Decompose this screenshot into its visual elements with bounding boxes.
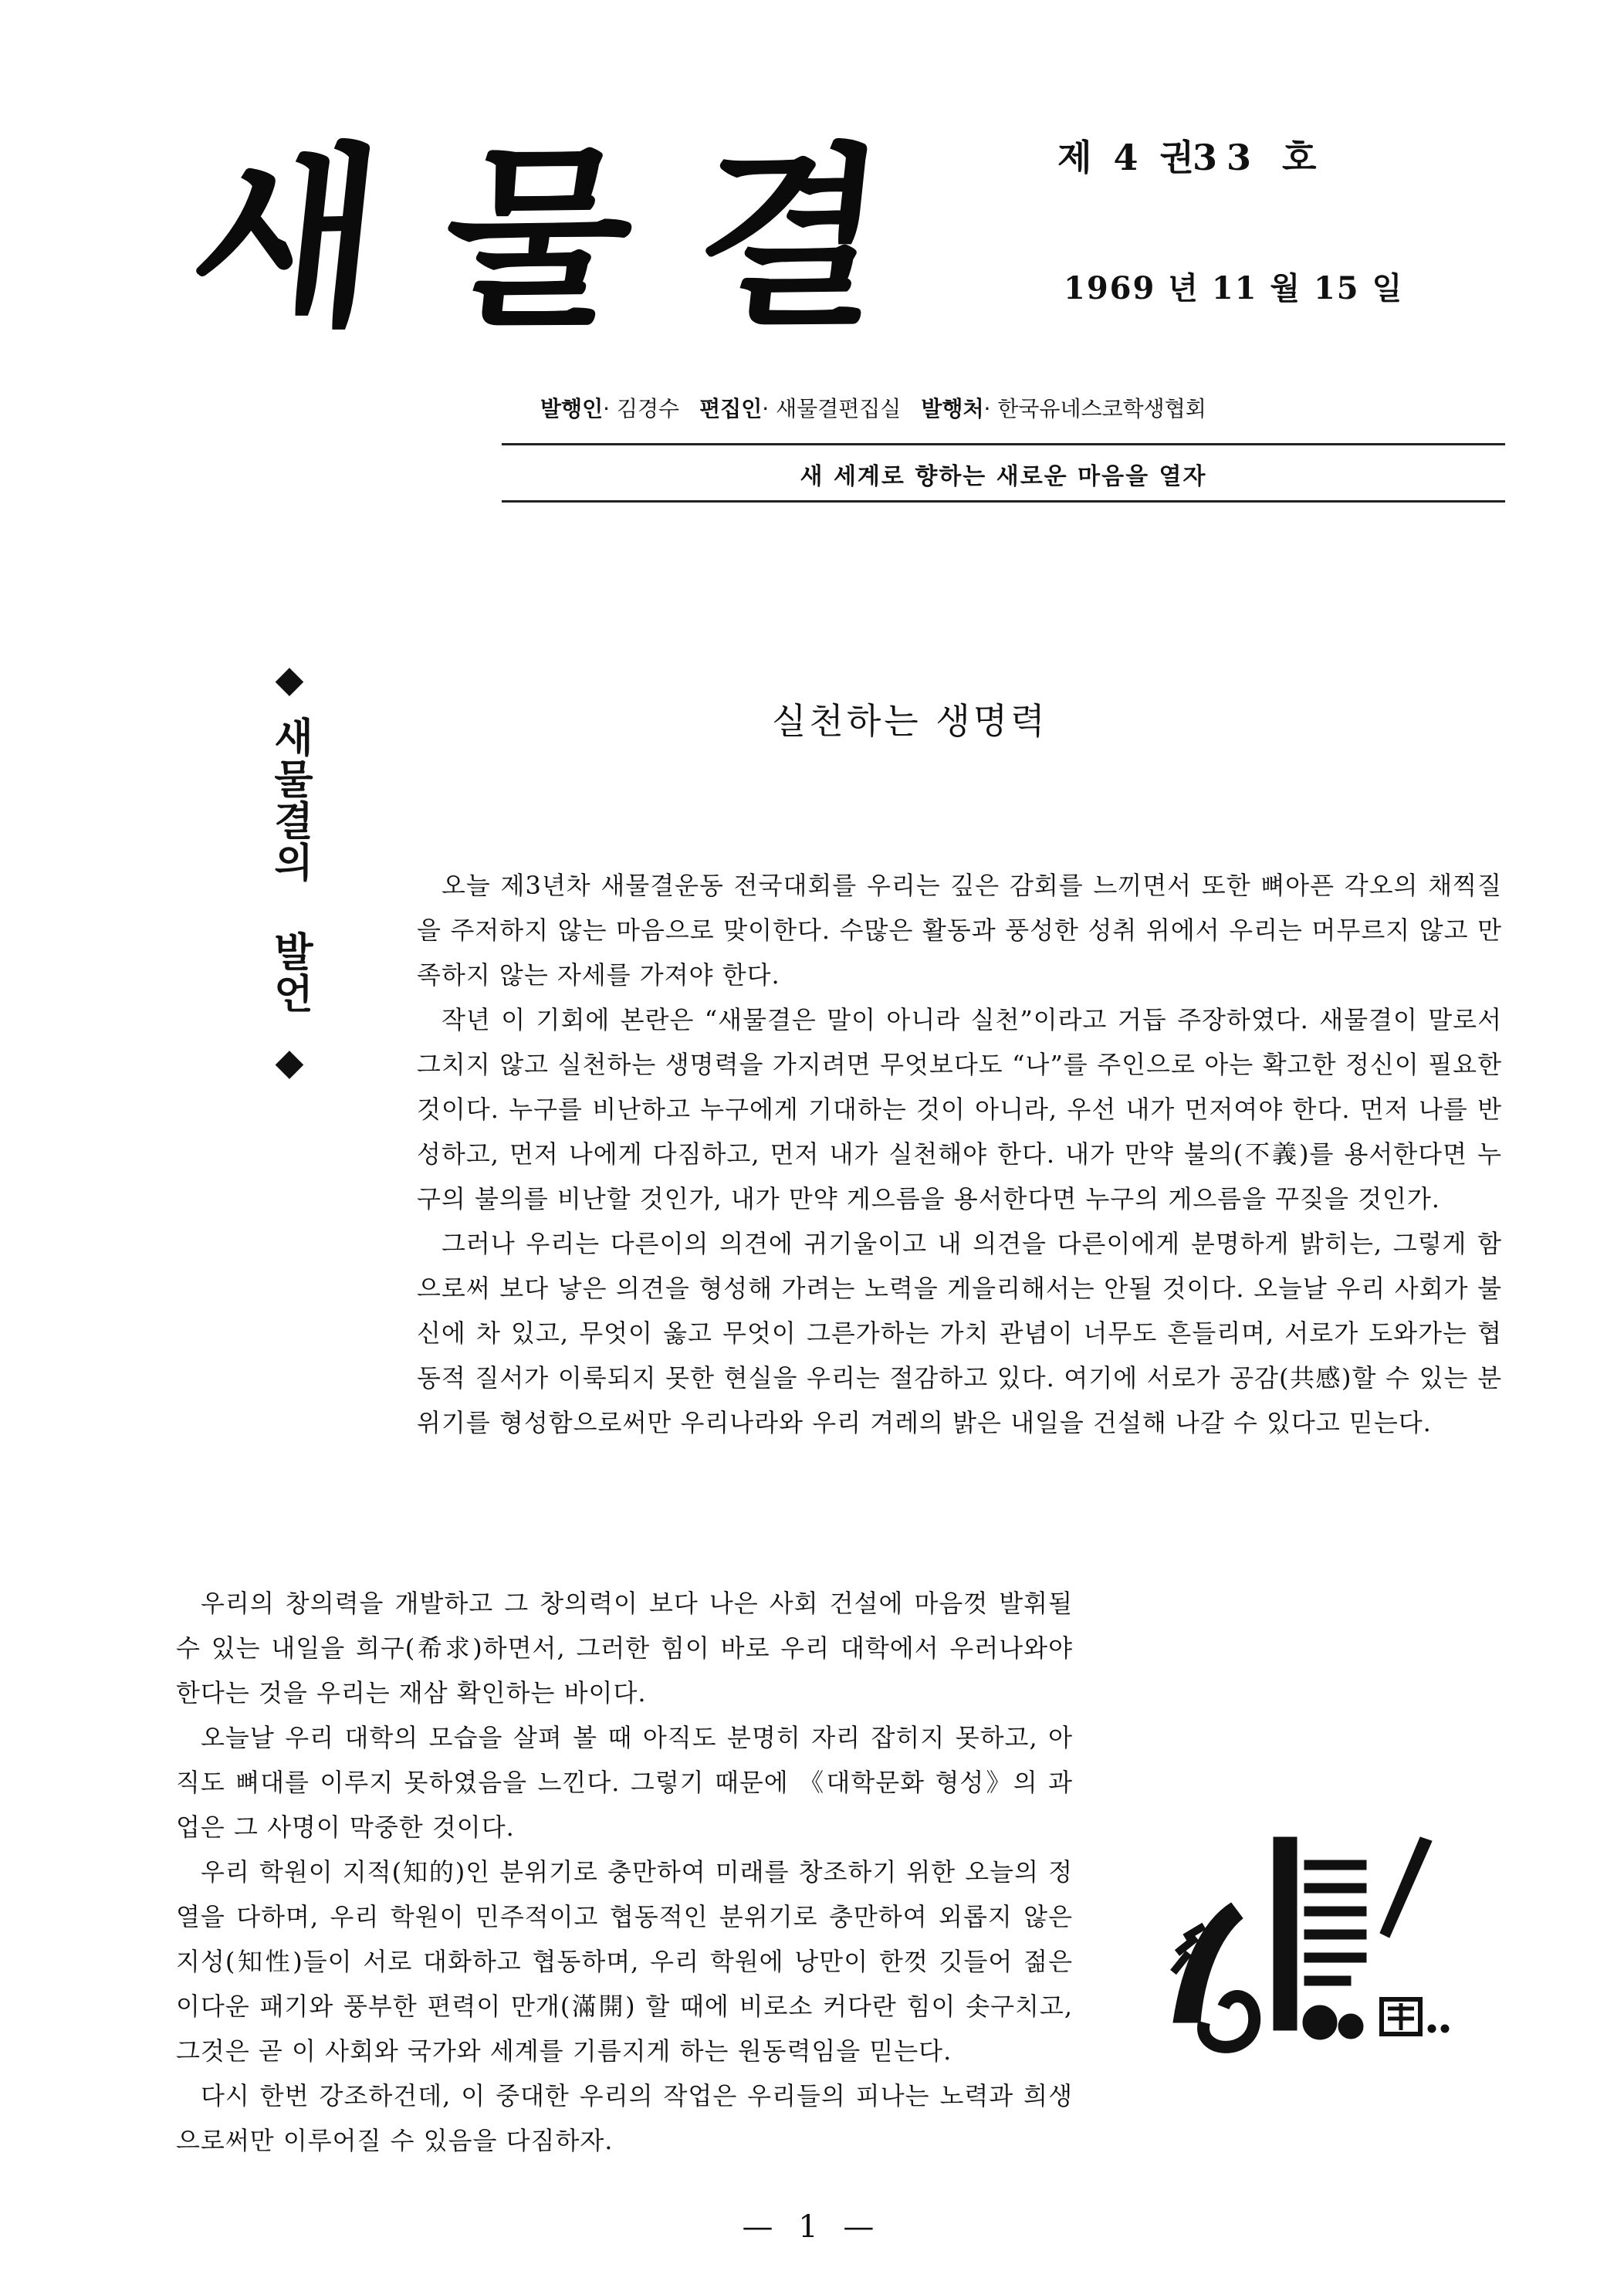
editorial-paragraph: 오늘날 우리 대학의 모습을 살펴 볼 때 아직도 분명히 자리 잡히지 못하고, 아직도 뼈대를 이루지 못하였음을 느낀다. 그렇기 때문에 《대학문화 형성》의 과업은 그 사명이 막중한 것이다.	[176, 1723, 1073, 1842]
masthead-title: 새물결	[181, 127, 961, 351]
editor-label: 편집인	[699, 396, 763, 421]
calligraphy-illustration	[1158, 1829, 1467, 2061]
editorial-paragraph: 우리의 창의력을 개발하고 그 창의력이 보다 나은 사회 건설에 마음껏 발휘될 수 있는 내일을 희구(希求)하면서, 그러한 힘이 바로 우리 대학에서 우러나와야 한다는 것을 우리는 재삼 확인하는 바이다.	[176, 1589, 1073, 1708]
issue-date: 1969 년 11 월 15 일	[1064, 270, 1404, 306]
column-label-text: 새물결의 발언	[266, 716, 313, 1014]
editorial-continuation	[176, 1581, 1073, 2163]
issuer-label: 발행처	[921, 396, 984, 421]
publisher-label: 발행인	[540, 396, 604, 421]
issuer-name: · 한국유네스코학생협회	[983, 396, 1206, 421]
editorial-title: 실천하는 생명력	[772, 700, 1048, 742]
slogan-rule-top	[502, 443, 1505, 445]
diamond-icon: ◆	[275, 658, 304, 701]
page-number: — 1 —	[742, 2209, 882, 2245]
publisher-name: · 김경수	[603, 396, 680, 421]
editorial-paragraph: 그러나 우리는 다른이의 의견에 귀기울이고 내 의견을 다른이에게 분명하게 밝히는, 그렇게 함으로써 보다 낳은 의견을 형성해 가려는 노력을 게을리해서는 안될 것이다. 오늘날 우리 사회가 불신에 차 있고, 무엇이 옳고 무엇이 그른가하는 가치 관념이 너무도 흔들리며, 서로가 도와가는 협동적 질서가 이룩되지 못한 현실을 우리는 절감하고 있다. 여기에 서로가 공감(共感)할 수 있는 분위기를 형성함으로써만 우리나라와 우리 겨레의 밝은 내일을 건설해 나갈 수 있다고 믿는다.	[417, 1229, 1502, 1437]
slogan-rule-bottom	[502, 500, 1505, 503]
editorial-paragraph: 오늘 제3년차 새물결운동 전국대회를 우리는 깊은 감회를 느끼면서 또한 뼈아픈 각오의 채찍질을 주저하지 않는 마음으로 맞이한다. 수많은 활동과 풍성한 성취 위에서 우리는 머무르지 않고 만족하지 않는 자세를 가져야 한다.	[417, 871, 1502, 990]
editorial-paragraph: 다시 한번 강조하건데, 이 중대한 우리의 작업은 우리들의 피나는 노력과 희생으로써만 이루어질 수 있음을 다짐하자.	[176, 2081, 1073, 2155]
editorial-body	[417, 863, 1502, 1445]
slogan: 새 세계로 향하는 새로운 마음을 열자	[800, 463, 1207, 490]
issue-number: 33 호	[1193, 137, 1326, 178]
column-label	[262, 656, 316, 1085]
editorial-paragraph: 우리 학원이 지적(知的)인 분위기로 충만하여 미래를 창조하기 위한 오늘의 정열을 다하며, 우리 학원이 민주적이고 협동적인 분위기로 충만하여 외롭지 않은 지성(知性)들이 서로 대화하고 협동하며, 우리 학원에 낭만이 한껏 깃들어 젊은이다운 패기와 풍부한 편력이 만개(滿開) 할 때에 비로소 커다란 힘이 솟구치고, 그것은 곧 이 사회와 국가와 세계를 기름지게 하는 원동력임을 믿는다.	[176, 1857, 1073, 2066]
issue-volume: 제 4 권	[1057, 137, 1199, 178]
editorial-paragraph: 작년 이 기회에 본란은 “새물결은 말이 아니라 실천”이라고 거듭 주장하였다. 새물결이 말로서 그치지 않고 실천하는 생명력을 가지려면 무엇보다도 “나”를 주인으로 아는 확고한 정신이 필요한 것이다. 누구를 비난하고 누구에게 기대하는 것이 아니라, 우선 내가 먼저여야 한다. 먼저 나를 반성하고, 먼저 나에게 다짐하고, 먼저 내가 실천해야 한다. 내가 만약 불의(不義)를 용서한다면 누구의 불의를 비난할 것인가, 내가 만약 게으름을 용서한다면 누구의 게으름을 꾸짖을 것인가.	[417, 1005, 1502, 1213]
publisher-line	[540, 392, 1206, 423]
diamond-icon: ◆	[275, 1041, 304, 1084]
editor-name: · 새물결편집실	[762, 396, 902, 421]
